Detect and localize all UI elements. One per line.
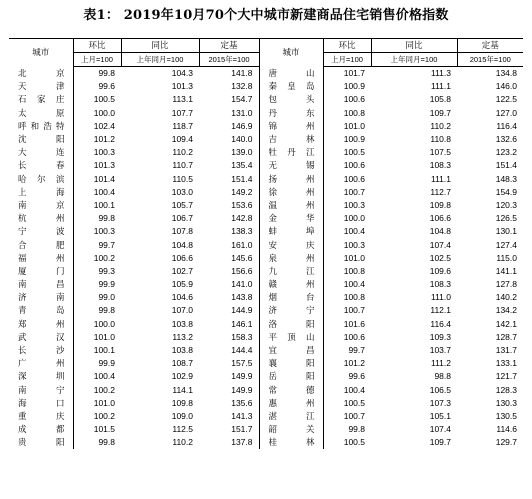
left-mom-value: 100.1 xyxy=(93,345,115,356)
right-mom-value: 100.4 xyxy=(343,226,365,237)
right-city-name: 洛阳 xyxy=(259,318,323,331)
left-city-name: 合肥 xyxy=(9,238,73,251)
left-city-name: 武汉 xyxy=(9,331,73,344)
left-yoy-value: 104.3 xyxy=(171,68,193,79)
table-row xyxy=(9,278,523,291)
right-yoy-value: 111.3 xyxy=(430,68,451,79)
right-base-value: 129.7 xyxy=(495,437,517,448)
left-yoy-value: 114.1 xyxy=(172,384,193,395)
right-mom-value: 100.8 xyxy=(343,107,365,118)
left-yoy-value: 113.1 xyxy=(172,94,193,105)
left-base-value: 135.4 xyxy=(199,159,259,172)
left-base-value: 146.1 xyxy=(199,318,259,331)
left-city-name: 济南 xyxy=(9,291,73,304)
right-mom-value: 100.8 xyxy=(343,292,365,303)
left-city-name: 重庆 xyxy=(9,410,73,423)
left-mom-value: 100.2 xyxy=(93,384,115,395)
left-city-name: 南昌 xyxy=(9,278,73,291)
left-city-name: 成都 xyxy=(9,423,73,436)
right-base-value: 142.1 xyxy=(495,318,517,329)
right-yoy-value: 108.3 xyxy=(429,160,451,171)
right-base-value: 148.3 xyxy=(495,173,517,184)
right-mom-value: 100.5 xyxy=(343,147,365,158)
right-city-name: 徐州 xyxy=(259,186,323,199)
left-city-name: 南京 xyxy=(9,199,73,212)
table-row xyxy=(9,252,523,265)
right-yoy-value: 111.1 xyxy=(430,81,451,92)
left-base-value: 138.3 xyxy=(199,225,259,238)
right-base-value: 120.3 xyxy=(495,199,517,210)
table-row xyxy=(9,436,523,449)
right-mom-value: 100.7 xyxy=(343,410,365,421)
yoy-header: 同比 xyxy=(371,39,457,53)
right-mom-value: 100.7 xyxy=(343,186,365,197)
right-base-value: 127.0 xyxy=(495,107,517,118)
left-base-value: 139.0 xyxy=(199,146,259,159)
left-yoy-value: 105.7 xyxy=(171,199,193,210)
table-row xyxy=(9,357,523,370)
left-mom-value: 100.2 xyxy=(93,410,115,421)
right-base-value: 130.1 xyxy=(495,226,517,237)
left-yoy-value: 107.0 xyxy=(171,305,193,316)
right-mom-value: 100.4 xyxy=(343,279,365,290)
right-city-name: 泉州 xyxy=(259,252,323,265)
table-row xyxy=(9,384,523,397)
right-mom-value: 100.5 xyxy=(343,437,365,448)
left-city-name: 长春 xyxy=(9,159,73,172)
left-mom-value: 101.0 xyxy=(93,331,115,342)
table-row xyxy=(9,107,523,120)
left-mom-value: 99.7 xyxy=(98,239,115,250)
left-base-value: 161.0 xyxy=(199,238,259,251)
price-index-table-container xyxy=(9,38,523,449)
left-yoy-value: 106.6 xyxy=(171,252,193,263)
left-yoy-value: 105.9 xyxy=(171,279,193,290)
base-header: 定基 xyxy=(457,39,523,53)
left-base-value: 143.8 xyxy=(199,291,259,304)
table-row xyxy=(9,133,523,146)
left-yoy-value: 109.4 xyxy=(171,134,193,145)
left-yoy-value: 118.7 xyxy=(172,120,193,131)
right-base-value: 134.2 xyxy=(495,305,517,316)
right-yoy-value: 112.1 xyxy=(430,305,451,316)
left-mom-value: 99.9 xyxy=(98,358,115,369)
right-yoy-value: 107.5 xyxy=(429,147,451,158)
right-city-name: 无锡 xyxy=(259,159,323,172)
left-city-name: 天津 xyxy=(9,80,73,93)
left-yoy-value: 110.2 xyxy=(172,437,193,448)
left-mom-value: 99.8 xyxy=(98,437,115,448)
right-city-name: 赣州 xyxy=(259,278,323,291)
right-city-name: 温州 xyxy=(259,199,323,212)
right-yoy-value: 111.2 xyxy=(430,358,451,369)
left-mom-value: 100.0 xyxy=(93,318,115,329)
left-yoy-value: 109.0 xyxy=(171,410,193,421)
left-city-name: 大连 xyxy=(9,146,73,159)
right-mom-value: 101.0 xyxy=(343,252,365,263)
left-city-name: 哈尔滨 xyxy=(9,173,73,186)
right-base-value: 127.8 xyxy=(495,279,517,290)
left-city-name: 石家庄 xyxy=(9,93,73,106)
right-base-value: 115.0 xyxy=(496,252,517,263)
left-base-value: 149.9 xyxy=(199,370,259,383)
right-mom-value: 99.7 xyxy=(348,345,365,356)
right-yoy-value: 109.3 xyxy=(429,331,451,342)
left-base-value: 154.7 xyxy=(199,93,259,106)
right-yoy-value: 107.4 xyxy=(429,424,451,435)
right-base-value: 121.7 xyxy=(495,371,517,382)
right-yoy-value: 109.7 xyxy=(429,107,451,118)
left-mom-value: 99.0 xyxy=(98,292,115,303)
right-yoy-value: 106.5 xyxy=(429,384,451,395)
right-mom-value: 100.8 xyxy=(343,265,365,276)
right-city-name: 锦州 xyxy=(259,120,323,133)
left-city-name: 杭州 xyxy=(9,212,73,225)
yoy-subheader: 上年同月=100 xyxy=(371,53,457,67)
mom-subheader: 上月=100 xyxy=(73,53,121,67)
right-base-value: 123.2 xyxy=(495,147,517,158)
right-city-name: 吉林 xyxy=(259,133,323,146)
table-row xyxy=(9,146,523,159)
left-city-name: 北京 xyxy=(9,67,73,81)
left-mom-value: 100.4 xyxy=(93,186,115,197)
right-mom-value: 101.7 xyxy=(343,68,365,79)
right-mom-value: 99.8 xyxy=(348,424,365,435)
right-city-name: 平顶山 xyxy=(259,331,323,344)
right-city-name: 桂林 xyxy=(259,436,323,449)
table-row xyxy=(9,344,523,357)
base-subheader: 2015年=100 xyxy=(457,53,523,67)
left-mom-value: 101.5 xyxy=(93,424,115,435)
table-row xyxy=(9,159,523,172)
right-yoy-value: 116.4 xyxy=(430,318,451,329)
right-yoy-value: 109.6 xyxy=(429,265,451,276)
left-city-name: 海口 xyxy=(9,397,73,410)
right-base-value: 131.7 xyxy=(495,345,517,356)
left-base-value: 149.2 xyxy=(199,186,259,199)
left-base-value: 157.5 xyxy=(199,357,259,370)
table-row xyxy=(9,423,523,436)
table-row xyxy=(9,265,523,278)
table-row xyxy=(9,186,523,199)
table-row xyxy=(9,67,523,81)
right-mom-value: 100.4 xyxy=(343,384,365,395)
right-mom-value: 100.9 xyxy=(343,134,365,145)
left-base-value: 156.6 xyxy=(199,265,259,278)
table-row xyxy=(9,397,523,410)
right-yoy-value: 102.5 xyxy=(429,252,451,263)
right-yoy-value: 110.2 xyxy=(430,120,451,131)
right-yoy-value: 109.7 xyxy=(429,437,451,448)
table-body xyxy=(9,67,523,450)
left-mom-value: 99.6 xyxy=(98,81,115,92)
right-mom-value: 99.6 xyxy=(348,371,365,382)
left-base-value: 141.8 xyxy=(199,67,259,81)
left-base-value: 141.0 xyxy=(199,278,259,291)
right-base-value: 128.3 xyxy=(495,384,517,395)
right-city-name: 岳阳 xyxy=(259,370,323,383)
right-base-value: 154.9 xyxy=(495,186,517,197)
left-yoy-value: 106.7 xyxy=(171,213,193,224)
right-base-value: 126.5 xyxy=(495,213,517,224)
table-row xyxy=(9,199,523,212)
yoy-header: 同比 xyxy=(121,39,199,53)
left-mom-value: 102.4 xyxy=(93,120,115,131)
right-yoy-value: 105.8 xyxy=(429,94,451,105)
left-mom-value: 100.3 xyxy=(93,226,115,237)
left-mom-value: 99.9 xyxy=(98,279,115,290)
left-base-value: 131.0 xyxy=(199,107,259,120)
right-city-name: 宜昌 xyxy=(259,344,323,357)
right-base-value: 128.7 xyxy=(495,331,517,342)
base-header: 定基 xyxy=(199,39,259,53)
left-base-value: 132.8 xyxy=(199,80,259,93)
right-city-name: 九江 xyxy=(259,265,323,278)
left-yoy-value: 107.8 xyxy=(171,226,193,237)
left-base-value: 137.8 xyxy=(199,436,259,449)
right-yoy-value: 110.8 xyxy=(430,134,451,145)
left-city-name: 南宁 xyxy=(9,384,73,397)
right-yoy-value: 107.4 xyxy=(429,239,451,250)
right-city-name: 湛江 xyxy=(259,410,323,423)
left-city-name: 青岛 xyxy=(9,304,73,317)
right-mom-value: 100.3 xyxy=(343,239,365,250)
left-yoy-value: 103.8 xyxy=(171,318,193,329)
left-yoy-value: 110.2 xyxy=(172,147,193,158)
right-base-value: 140.2 xyxy=(495,292,517,303)
right-city-name: 惠州 xyxy=(259,397,323,410)
right-mom-value: 101.2 xyxy=(343,358,365,369)
right-mom-value: 100.3 xyxy=(343,199,365,210)
right-city-name: 牡丹江 xyxy=(259,146,323,159)
left-mom-value: 100.4 xyxy=(93,371,115,382)
left-yoy-value: 107.7 xyxy=(171,107,193,118)
left-city-name: 深圳 xyxy=(9,370,73,383)
right-mom-value: 100.5 xyxy=(343,397,365,408)
table-title: 表1： 2019年10月70个大中城市新建商品住宅销售价格指数 xyxy=(83,8,449,23)
left-base-value: 151.4 xyxy=(199,173,259,186)
left-base-value: 142.8 xyxy=(199,212,259,225)
yoy-subheader: 上年同月=100 xyxy=(121,53,199,67)
left-city-name: 长沙 xyxy=(9,344,73,357)
left-base-value: 149.9 xyxy=(199,384,259,397)
mom-subheader: 上月=100 xyxy=(323,53,371,67)
price-index-table xyxy=(9,38,523,449)
left-yoy-value: 104.8 xyxy=(171,239,193,250)
left-base-value: 140.0 xyxy=(199,133,259,146)
left-base-value: 153.6 xyxy=(199,199,259,212)
right-city-name: 蚌埠 xyxy=(259,225,323,238)
right-base-value: 130.3 xyxy=(495,397,517,408)
table-row xyxy=(9,331,523,344)
left-yoy-value: 101.3 xyxy=(171,81,193,92)
left-city-name: 福州 xyxy=(9,252,73,265)
left-yoy-value: 102.7 xyxy=(171,265,193,276)
right-mom-value: 100.6 xyxy=(343,331,365,342)
left-yoy-value: 112.5 xyxy=(172,424,193,435)
right-yoy-value: 107.3 xyxy=(429,397,451,408)
table-row xyxy=(9,212,523,225)
left-yoy-value: 110.5 xyxy=(172,173,193,184)
right-yoy-value: 105.1 xyxy=(429,410,451,421)
left-base-value: 145.6 xyxy=(199,252,259,265)
table-row xyxy=(9,93,523,106)
right-city-name: 烟台 xyxy=(259,291,323,304)
right-city-name: 安庆 xyxy=(259,238,323,251)
left-mom-value: 101.4 xyxy=(93,173,115,184)
right-mom-value: 101.0 xyxy=(343,120,365,131)
right-mom-value: 100.6 xyxy=(343,173,365,184)
left-mom-value: 99.8 xyxy=(98,305,115,316)
right-base-value: 151.4 xyxy=(495,160,517,171)
right-mom-value: 101.6 xyxy=(343,318,365,329)
left-mom-value: 100.5 xyxy=(93,94,115,105)
city-header: 城市 xyxy=(259,39,323,67)
mom-header: 环比 xyxy=(323,39,371,53)
right-city-name: 丹东 xyxy=(259,107,323,120)
left-mom-value: 100.2 xyxy=(93,252,115,263)
left-yoy-value: 110.7 xyxy=(172,160,193,171)
left-mom-value: 100.3 xyxy=(93,147,115,158)
table-row xyxy=(9,291,523,304)
left-base-value: 141.3 xyxy=(199,410,259,423)
mom-header: 环比 xyxy=(73,39,121,53)
left-mom-value: 99.8 xyxy=(98,213,115,224)
left-city-name: 上海 xyxy=(9,186,73,199)
right-yoy-value: 111.0 xyxy=(430,292,451,303)
right-base-value: 127.4 xyxy=(495,239,517,250)
right-mom-value: 100.7 xyxy=(343,305,365,316)
table-row xyxy=(9,225,523,238)
right-city-name: 秦皇岛 xyxy=(259,80,323,93)
right-base-value: 132.6 xyxy=(495,134,517,145)
right-base-value: 114.6 xyxy=(496,424,517,435)
table-row xyxy=(9,318,523,331)
left-yoy-value: 102.9 xyxy=(171,371,193,382)
right-yoy-value: 108.3 xyxy=(429,279,451,290)
right-city-name: 唐山 xyxy=(259,67,323,81)
left-mom-value: 99.3 xyxy=(98,265,115,276)
right-base-value: 122.5 xyxy=(495,94,517,105)
right-yoy-value: 112.7 xyxy=(430,186,451,197)
right-city-name: 扬州 xyxy=(259,173,323,186)
right-base-value: 146.0 xyxy=(495,81,517,92)
right-base-value: 133.1 xyxy=(495,358,517,369)
right-city-name: 襄阳 xyxy=(259,357,323,370)
right-yoy-value: 103.7 xyxy=(429,345,451,356)
table-row xyxy=(9,238,523,251)
left-city-name: 太原 xyxy=(9,107,73,120)
left-mom-value: 99.8 xyxy=(98,68,115,79)
table-row xyxy=(9,410,523,423)
right-city-name: 包头 xyxy=(259,93,323,106)
left-yoy-value: 109.8 xyxy=(171,397,193,408)
left-yoy-value: 104.6 xyxy=(171,292,193,303)
right-city-name: 金华 xyxy=(259,212,323,225)
right-city-name: 韶关 xyxy=(259,423,323,436)
table-row xyxy=(9,370,523,383)
table-row xyxy=(9,304,523,317)
left-city-name: 沈阳 xyxy=(9,133,73,146)
left-base-value: 144.9 xyxy=(199,304,259,317)
right-base-value: 134.8 xyxy=(495,68,517,79)
left-city-name: 郑州 xyxy=(9,318,73,331)
left-mom-value: 100.1 xyxy=(93,199,115,210)
right-mom-value: 100.9 xyxy=(343,81,365,92)
left-yoy-value: 108.7 xyxy=(171,358,193,369)
left-yoy-value: 103.8 xyxy=(171,345,193,356)
left-city-name: 广州 xyxy=(9,357,73,370)
left-yoy-value: 103.0 xyxy=(171,186,193,197)
right-yoy-value: 111.1 xyxy=(430,173,451,184)
right-mom-value: 100.6 xyxy=(343,94,365,105)
right-base-value: 130.5 xyxy=(495,410,517,421)
left-base-value: 146.9 xyxy=(199,120,259,133)
right-yoy-value: 109.8 xyxy=(429,199,451,210)
left-city-name: 贵阳 xyxy=(9,436,73,449)
left-mom-value: 101.2 xyxy=(93,134,115,145)
base-subheader: 2015年=100 xyxy=(199,53,259,67)
left-base-value: 135.6 xyxy=(199,397,259,410)
left-mom-value: 100.0 xyxy=(93,107,115,118)
right-yoy-value: 106.6 xyxy=(429,213,451,224)
left-city-name: 宁波 xyxy=(9,225,73,238)
left-city-name: 呼和浩特 xyxy=(9,120,73,133)
header-row xyxy=(9,39,523,53)
left-yoy-value: 113.2 xyxy=(172,331,193,342)
right-base-value: 116.4 xyxy=(496,120,517,131)
city-header: 城市 xyxy=(9,39,73,67)
right-yoy-value: 104.8 xyxy=(429,226,451,237)
left-base-value: 158.3 xyxy=(199,331,259,344)
right-mom-value: 100.6 xyxy=(343,160,365,171)
right-base-value: 141.1 xyxy=(495,265,517,276)
left-base-value: 144.4 xyxy=(199,344,259,357)
right-mom-value: 100.0 xyxy=(343,213,365,224)
right-city-name: 常德 xyxy=(259,384,323,397)
table-row xyxy=(9,173,523,186)
left-base-value: 151.7 xyxy=(199,423,259,436)
left-city-name: 厦门 xyxy=(9,265,73,278)
right-yoy-value: 98.8 xyxy=(434,371,451,382)
table-row xyxy=(9,120,523,133)
table-row xyxy=(9,80,523,93)
left-mom-value: 101.3 xyxy=(93,160,115,171)
left-mom-value: 101.0 xyxy=(93,397,115,408)
right-city-name: 济宁 xyxy=(259,304,323,317)
